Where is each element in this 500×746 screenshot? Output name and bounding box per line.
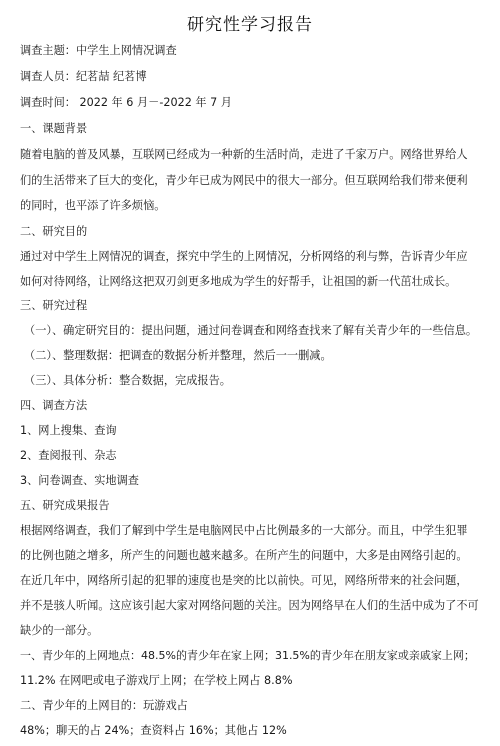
results-purpose-line: 48%；聊天的占 24%；查资料占 16%；其他占 12%: [20, 724, 287, 737]
section-heading-background: 一、课题背景: [20, 122, 88, 135]
method-item: 3、问卷调查、实地调查: [20, 474, 139, 487]
method-item: 1、网上搜集、查询: [20, 424, 117, 437]
section-heading-methods: 四、调查方法: [20, 399, 88, 412]
paragraph-line: 的比例也随之增多，所产生的问题也越来越多。在所产生的问题中，大多是由网络引起的。: [20, 549, 468, 562]
section-heading-purpose: 二、研究目的: [20, 225, 88, 238]
survey-period: 调查时间： 2022 年 6 月－-2022 年 7 月: [20, 96, 232, 109]
section-heading-process: 三、研究过程: [20, 299, 88, 312]
page-title: 研究性学习报告: [187, 15, 313, 35]
paragraph-line: 在近几年中，网络所引起的犯罪的速度也是突的比以前快。可见，网络所带来的社会问题，: [20, 574, 468, 587]
process-step: （二）、整理数据：把调查的数据分析并整理，然后一一删减。: [24, 349, 332, 362]
section-heading-results: 五、研究成果报告: [20, 499, 110, 512]
paragraph-line: 的同时，也平添了许多烦恼。: [20, 199, 166, 212]
results-location-line: 11.2% 在网吧或电子游戏厅上网；在学校上网占 8.8%: [20, 674, 293, 687]
survey-topic: 调查主题：中学生上网情况调查: [20, 44, 177, 57]
paragraph-line: 随着电脑的普及风暴，互联网已经成为一种新的生活时尚，走进了千家万户。网络世界给人: [20, 148, 468, 161]
results-location-line: 一、青少年的上网地点：48.5%的青少年在家上网；31.5%的青少年在朋友家或亲戚家上网；: [20, 649, 475, 662]
paragraph-line: 们的生活带来了巨大的变化，青少年已成为网民中的很大一部分。但互联网给我们带来便利: [20, 174, 468, 187]
paragraph-line: 如何对待网络，让网络这把双刃剑更多地成为学生的好帮手，让祖国的新一代茁壮成长。: [20, 275, 457, 288]
paragraph-line: 缺少的一部分。: [20, 624, 99, 637]
method-item: 2、查阅报刊、杂志: [20, 449, 117, 462]
paragraph-line: 通过对中学生上网情况的调查，探究中学生的上网情况，分析网络的利与弊，告诉青少年应: [20, 250, 468, 263]
paragraph-line: 并不是骇人听闻。这应该引起大家对网络问题的关注。因为网络早在人们的生活中成为了不可: [20, 599, 479, 612]
process-step: （一）、确定研究目的：提出问题，通过问卷调查和网络查找来了解有关青少年的一些信息。: [24, 324, 478, 337]
paragraph-line: 根据网络调查，我们了解到中学生是电脑网民中占比例最多的一大部分。而且，中学生犯罪: [20, 524, 468, 537]
survey-members: 调查人员：纪茗喆 纪茗博: [20, 70, 147, 83]
results-purpose-heading: 二、青少年的上网目的：玩游戏占: [20, 699, 188, 712]
process-step: （三）、具体分析：整合数据，完成报告。: [24, 374, 231, 387]
